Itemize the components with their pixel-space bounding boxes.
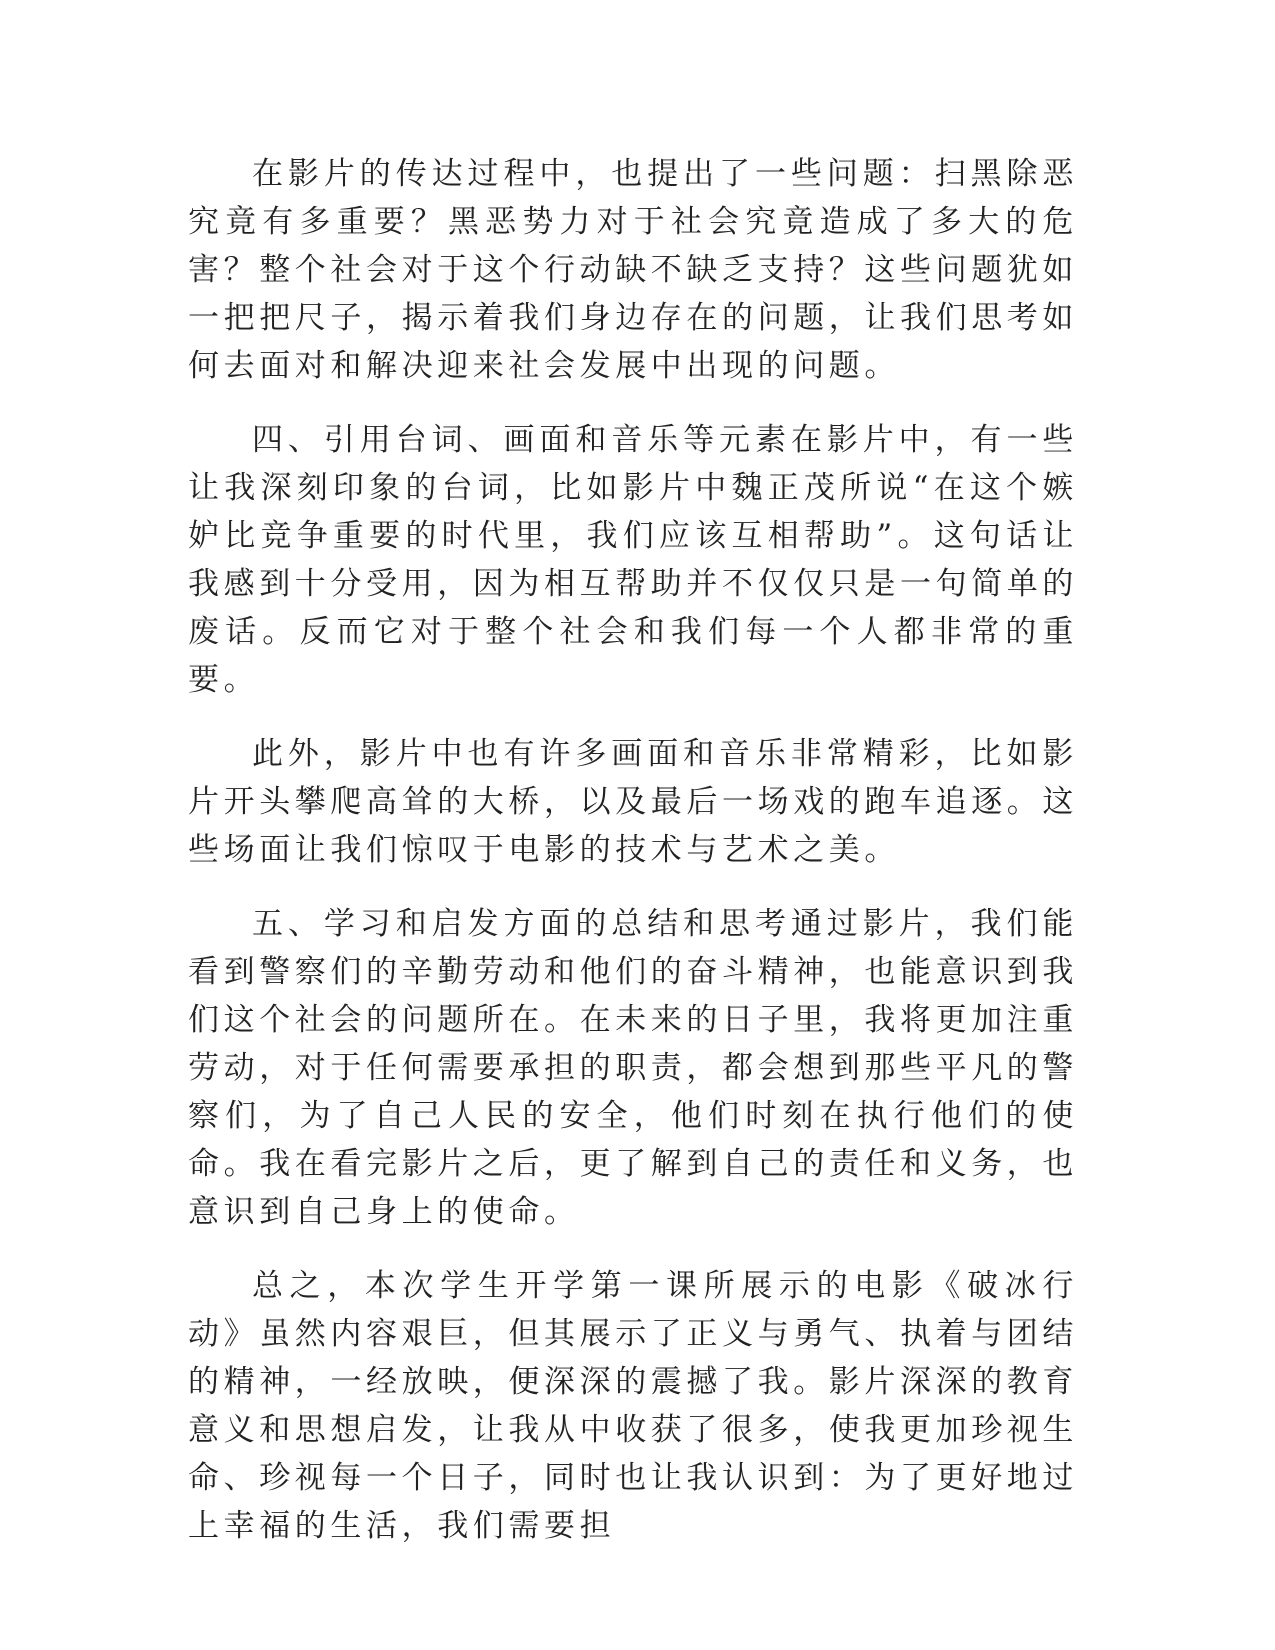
- paragraph-section-five-reflection: 五、学习和启发方面的总结和思考通过影片，我们能看到警察们的辛勤劳动和他们的奋斗精神，也能意识到我们这个社会的问题所在。在未来的日子里，我将更加注重劳动，对于任何需要承担的职责，都会想到那些平凡的警察们，为了自己人民的安全，他们时刻在执行他们的使命。我在看完影片之后，更了解到自己的责任和义务，也意识到自己身上的使命。: [188, 906, 1078, 1230]
- paragraph-questions: 在影片的传达过程中，也提出了一些问题：扫黑除恶究竟有多重要？黑恶势力对于社会究竟造成了多大的危害？整个社会对于这个行动缺不缺乏支持？这些问题犹如一把把尺子，揭示着我们身边存在的问题，让我们思考如何去面对和解决迎来社会发展中出现的问题。: [188, 156, 1078, 384]
- paragraph-section-four-quotes: 四、引用台词、画面和音乐等元素在影片中，有一些让我深刻印象的台词，比如影片中魏正茂所说“在这个嫉妒比竞争重要的时代里，我们应该互相帮助”。这句话让我感到十分受用，因为相互帮助并不仅仅只是一句简单的废话。反而它对于整个社会和我们每一个人都非常的重要。: [188, 422, 1078, 698]
- paragraph-visuals-music: 此外，影片中也有许多画面和音乐非常精彩，比如影片开头攀爬高耸的大桥，以及最后一场戏的跑车追逐。这些场面让我们惊叹于电影的技术与艺术之美。: [188, 736, 1078, 868]
- paragraph-conclusion: 总之，本次学生开学第一课所展示的电影《破冰行动》虽然内容艰巨，但其展示了正义与勇气、执着与团结的精神，一经放映，便深深的震撼了我。影片深深的教育意义和思想启发，让我从中收获了很多，使我更加珍视生命、珍视每一个日子，同时也让我认识到：为了更好地过上幸福的生活，我们需要担: [188, 1268, 1078, 1544]
- document-body: [188, 150, 1078, 1576]
